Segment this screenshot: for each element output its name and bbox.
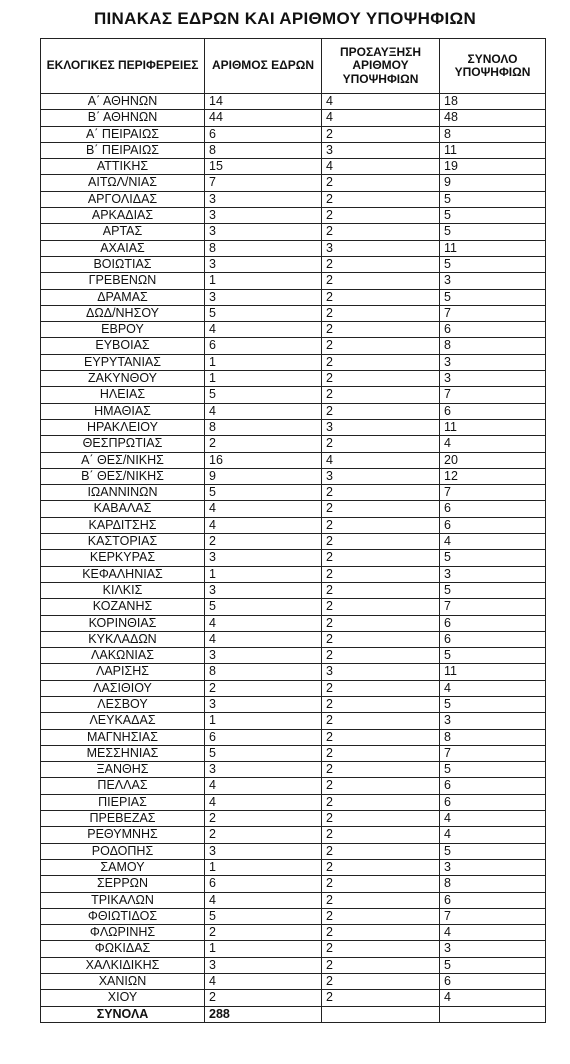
table-row xyxy=(41,94,546,110)
total-cell: 6 xyxy=(440,631,546,647)
header-regions: ΕΚΛΟΓΙΚΕΣ ΠΕΡΙΦΕΡΕΙΕΣ xyxy=(41,39,205,94)
table-row xyxy=(41,485,546,501)
total-cell: 5 xyxy=(440,550,546,566)
table-row xyxy=(41,240,546,256)
table-row xyxy=(41,664,546,680)
increase-cell: 2 xyxy=(322,941,440,957)
increase-cell: 3 xyxy=(322,240,440,256)
region-cell: ΦΛΩΡΙΝΗΣ xyxy=(41,925,205,941)
total-cell: 5 xyxy=(440,648,546,664)
region-cell: ΘΕΣΠΡΩΤΙΑΣ xyxy=(41,436,205,452)
region-cell: ΛΑΚΩΝΙΑΣ xyxy=(41,648,205,664)
table-row xyxy=(41,811,546,827)
region-cell: ΠΙΕΡΙΑΣ xyxy=(41,794,205,810)
region-cell: ΦΘΙΩΤΙΔΟΣ xyxy=(41,908,205,924)
table-row xyxy=(41,452,546,468)
region-cell: ΚΑΒΑΛΑΣ xyxy=(41,501,205,517)
total-cell: 7 xyxy=(440,908,546,924)
seats-cell: 1 xyxy=(205,273,322,289)
table-row xyxy=(41,322,546,338)
seats-cell: 4 xyxy=(205,517,322,533)
increase-cell: 2 xyxy=(322,696,440,712)
region-cell: ΚΕΡΚΥΡΑΣ xyxy=(41,550,205,566)
seats-cell: 2 xyxy=(205,534,322,550)
increase-cell: 4 xyxy=(322,94,440,110)
seats-cell: 1 xyxy=(205,859,322,875)
region-cell: ΑΤΤΙΚΗΣ xyxy=(41,159,205,175)
totals-increase xyxy=(322,1006,440,1022)
region-cell: Α΄ ΑΘΗΝΩΝ xyxy=(41,94,205,110)
seats-cell: 5 xyxy=(205,387,322,403)
region-cell: ΧΑΛΚΙΔΙΚΗΣ xyxy=(41,957,205,973)
region-cell: ΔΩΔ/ΝΗΣΟΥ xyxy=(41,305,205,321)
region-cell: ΦΩΚΙΔΑΣ xyxy=(41,941,205,957)
total-cell: 7 xyxy=(440,599,546,615)
page-title: ΠΙΝΑΚΑΣ ΕΔΡΩΝ ΚΑΙ ΑΡΙΘΜΟΥ ΥΠΟΨΗΦΙΩΝ xyxy=(93,9,477,28)
seats-cell: 2 xyxy=(205,680,322,696)
table-row xyxy=(41,208,546,224)
total-cell: 3 xyxy=(440,566,546,582)
table-body xyxy=(41,94,546,1007)
total-cell: 5 xyxy=(440,224,546,240)
total-cell: 3 xyxy=(440,371,546,387)
increase-cell: 2 xyxy=(322,289,440,305)
total-cell: 3 xyxy=(440,713,546,729)
seats-cell: 4 xyxy=(205,794,322,810)
seats-cell: 4 xyxy=(205,631,322,647)
table-row xyxy=(41,419,546,435)
total-cell: 8 xyxy=(440,338,546,354)
increase-cell: 2 xyxy=(322,631,440,647)
increase-cell: 2 xyxy=(322,191,440,207)
region-cell: ΜΑΓΝΗΣΙΑΣ xyxy=(41,729,205,745)
region-cell: ΒΟΙΩΤΙΑΣ xyxy=(41,256,205,272)
seats-cell: 6 xyxy=(205,876,322,892)
table-row xyxy=(41,126,546,142)
header-seats: ΑΡΙΘΜΟΣ ΕΔΡΩΝ xyxy=(205,39,322,94)
region-cell: ΚΕΦΑΛΗΝΙΑΣ xyxy=(41,566,205,582)
table-row xyxy=(41,876,546,892)
region-cell: ΛΕΣΒΟΥ xyxy=(41,696,205,712)
total-cell: 8 xyxy=(440,126,546,142)
table-row xyxy=(41,354,546,370)
table-row xyxy=(41,745,546,761)
increase-cell: 2 xyxy=(322,680,440,696)
region-cell: ΚΟΖΑΝΗΣ xyxy=(41,599,205,615)
seats-cell: 3 xyxy=(205,648,322,664)
region-cell: ΣΑΜΟΥ xyxy=(41,859,205,875)
increase-cell: 2 xyxy=(322,485,440,501)
table-row xyxy=(41,273,546,289)
table-row xyxy=(41,762,546,778)
seats-cell: 6 xyxy=(205,338,322,354)
increase-cell: 2 xyxy=(322,322,440,338)
total-cell: 4 xyxy=(440,680,546,696)
table-row xyxy=(41,957,546,973)
region-cell: ΗΜΑΘΙΑΣ xyxy=(41,403,205,419)
seats-cell: 5 xyxy=(205,908,322,924)
table-row xyxy=(41,159,546,175)
seats-cell: 16 xyxy=(205,452,322,468)
region-cell: ΕΥΡΥΤΑΝΙΑΣ xyxy=(41,354,205,370)
seats-cell: 3 xyxy=(205,696,322,712)
total-cell: 5 xyxy=(440,191,546,207)
increase-cell: 2 xyxy=(322,990,440,1006)
region-cell: ΑΧΑΙΑΣ xyxy=(41,240,205,256)
increase-cell: 2 xyxy=(322,843,440,859)
increase-cell: 3 xyxy=(322,419,440,435)
increase-cell: 3 xyxy=(322,468,440,484)
table-row xyxy=(41,256,546,272)
table-row xyxy=(41,305,546,321)
seats-cell: 4 xyxy=(205,892,322,908)
seats-cell: 3 xyxy=(205,762,322,778)
seats-cell: 4 xyxy=(205,615,322,631)
total-cell: 3 xyxy=(440,859,546,875)
total-cell: 3 xyxy=(440,354,546,370)
region-cell: ΚΑΣΤΟΡΙΑΣ xyxy=(41,534,205,550)
total-cell: 6 xyxy=(440,403,546,419)
increase-cell: 2 xyxy=(322,256,440,272)
region-cell: ΑΙΤΩΛ/ΝΙΑΣ xyxy=(41,175,205,191)
total-cell: 11 xyxy=(440,142,546,158)
table-row xyxy=(41,729,546,745)
table-row xyxy=(41,289,546,305)
region-cell: ΤΡΙΚΑΛΩΝ xyxy=(41,892,205,908)
seats-cell: 14 xyxy=(205,94,322,110)
table-row xyxy=(41,794,546,810)
total-cell: 7 xyxy=(440,745,546,761)
totals-row xyxy=(41,1006,546,1022)
total-cell: 6 xyxy=(440,778,546,794)
increase-cell: 2 xyxy=(322,224,440,240)
seats-cell: 5 xyxy=(205,745,322,761)
total-cell: 19 xyxy=(440,159,546,175)
region-cell: ΚΑΡΔΙΤΣΗΣ xyxy=(41,517,205,533)
seats-cell: 9 xyxy=(205,468,322,484)
region-cell: ΛΑΣΙΘΙΟΥ xyxy=(41,680,205,696)
seats-cell: 1 xyxy=(205,566,322,582)
total-cell: 5 xyxy=(440,843,546,859)
seats-cell: 8 xyxy=(205,664,322,680)
table-row xyxy=(41,908,546,924)
total-cell: 12 xyxy=(440,468,546,484)
region-cell: Α΄ ΠΕΙΡΑΙΩΣ xyxy=(41,126,205,142)
seats-cell: 3 xyxy=(205,224,322,240)
increase-cell: 4 xyxy=(322,110,440,126)
increase-cell: 2 xyxy=(322,371,440,387)
increase-cell: 2 xyxy=(322,762,440,778)
increase-cell: 2 xyxy=(322,534,440,550)
table-row xyxy=(41,892,546,908)
total-cell: 5 xyxy=(440,256,546,272)
total-cell: 5 xyxy=(440,208,546,224)
seats-cell: 2 xyxy=(205,811,322,827)
total-cell: 4 xyxy=(440,990,546,1006)
increase-cell: 2 xyxy=(322,566,440,582)
table-row xyxy=(41,615,546,631)
seats-cell: 3 xyxy=(205,191,322,207)
seats-cell: 2 xyxy=(205,436,322,452)
table-row xyxy=(41,534,546,550)
seats-cell: 1 xyxy=(205,941,322,957)
increase-cell: 2 xyxy=(322,974,440,990)
total-cell: 7 xyxy=(440,387,546,403)
region-cell: ΓΡΕΒΕΝΩΝ xyxy=(41,273,205,289)
total-cell: 11 xyxy=(440,664,546,680)
increase-cell: 2 xyxy=(322,713,440,729)
seats-cell: 8 xyxy=(205,419,322,435)
seats-cell: 1 xyxy=(205,354,322,370)
region-cell: ΠΡΕΒΕΖΑΣ xyxy=(41,811,205,827)
table-row xyxy=(41,501,546,517)
total-cell: 9 xyxy=(440,175,546,191)
region-cell: ΛΕΥΚΑΔΑΣ xyxy=(41,713,205,729)
increase-cell: 4 xyxy=(322,159,440,175)
region-cell: ΚΙΛΚΙΣ xyxy=(41,582,205,598)
seats-cell: 4 xyxy=(205,322,322,338)
total-cell: 6 xyxy=(440,892,546,908)
region-cell: ΑΡΚΑΔΙΑΣ xyxy=(41,208,205,224)
seats-cell: 3 xyxy=(205,208,322,224)
region-cell: Β΄ ΘΕΣ/ΝΙΚΗΣ xyxy=(41,468,205,484)
region-cell: ΑΡΓΟΛΙΔΑΣ xyxy=(41,191,205,207)
seats-cell: 5 xyxy=(205,599,322,615)
total-cell: 4 xyxy=(440,811,546,827)
table-row xyxy=(41,371,546,387)
total-cell: 3 xyxy=(440,941,546,957)
increase-cell: 2 xyxy=(322,436,440,452)
region-cell: Β΄ ΑΘΗΝΩΝ xyxy=(41,110,205,126)
seats-cell: 5 xyxy=(205,305,322,321)
seats-cell: 4 xyxy=(205,403,322,419)
seats-cell: 5 xyxy=(205,485,322,501)
seats-cell: 15 xyxy=(205,159,322,175)
table-row xyxy=(41,696,546,712)
table-row xyxy=(41,843,546,859)
total-cell: 7 xyxy=(440,485,546,501)
table-row xyxy=(41,387,546,403)
seats-cell: 4 xyxy=(205,974,322,990)
seats-cell: 44 xyxy=(205,110,322,126)
total-cell: 4 xyxy=(440,925,546,941)
region-cell: ΑΡΤΑΣ xyxy=(41,224,205,240)
increase-cell: 2 xyxy=(322,550,440,566)
table-header-row xyxy=(41,39,546,94)
table-row xyxy=(41,827,546,843)
table-row xyxy=(41,778,546,794)
region-cell: Β΄ ΠΕΙΡΑΙΩΣ xyxy=(41,142,205,158)
header-total-candidates: ΣΥΝΟΛΟ ΥΠΟΨΗΦΙΩΝ xyxy=(440,39,546,94)
total-cell: 5 xyxy=(440,696,546,712)
increase-cell: 2 xyxy=(322,126,440,142)
table-row xyxy=(41,566,546,582)
table-row xyxy=(41,599,546,615)
table-row xyxy=(41,648,546,664)
increase-cell: 2 xyxy=(322,175,440,191)
region-cell: Α΄ ΘΕΣ/ΝΙΚΗΣ xyxy=(41,452,205,468)
total-cell: 5 xyxy=(440,762,546,778)
increase-cell: 2 xyxy=(322,876,440,892)
increase-cell: 2 xyxy=(322,892,440,908)
seats-cell: 2 xyxy=(205,925,322,941)
seats-cell: 8 xyxy=(205,142,322,158)
increase-cell: 2 xyxy=(322,745,440,761)
increase-cell: 2 xyxy=(322,582,440,598)
increase-cell: 2 xyxy=(322,517,440,533)
increase-cell: 2 xyxy=(322,827,440,843)
table-row xyxy=(41,550,546,566)
total-cell: 11 xyxy=(440,419,546,435)
increase-cell: 2 xyxy=(322,648,440,664)
seats-cell: 3 xyxy=(205,289,322,305)
table-row xyxy=(41,142,546,158)
total-cell: 4 xyxy=(440,534,546,550)
region-cell: ΕΥΒΟΙΑΣ xyxy=(41,338,205,354)
increase-cell: 2 xyxy=(322,811,440,827)
seats-cell: 4 xyxy=(205,778,322,794)
table-row xyxy=(41,713,546,729)
table-row xyxy=(41,974,546,990)
increase-cell: 2 xyxy=(322,599,440,615)
total-cell: 4 xyxy=(440,436,546,452)
region-cell: ΚΥΚΛΑΔΩΝ xyxy=(41,631,205,647)
total-cell: 7 xyxy=(440,305,546,321)
table-row xyxy=(41,175,546,191)
region-cell: ΖΑΚΥΝΘΟΥ xyxy=(41,371,205,387)
increase-cell: 2 xyxy=(322,957,440,973)
seats-cell: 8 xyxy=(205,240,322,256)
region-cell: ΞΑΝΘΗΣ xyxy=(41,762,205,778)
region-cell: ΧΙΟΥ xyxy=(41,990,205,1006)
seats-cell: 3 xyxy=(205,550,322,566)
increase-cell: 2 xyxy=(322,908,440,924)
seats-cell: 2 xyxy=(205,990,322,1006)
region-cell: ΡΟΔΟΠΗΣ xyxy=(41,843,205,859)
region-cell: ΗΡΑΚΛΕΙΟΥ xyxy=(41,419,205,435)
table-row xyxy=(41,680,546,696)
total-cell: 18 xyxy=(440,94,546,110)
increase-cell: 2 xyxy=(322,354,440,370)
seats-cell: 4 xyxy=(205,501,322,517)
total-cell: 8 xyxy=(440,876,546,892)
table-row xyxy=(41,631,546,647)
increase-cell: 2 xyxy=(322,501,440,517)
increase-cell: 3 xyxy=(322,142,440,158)
increase-cell: 2 xyxy=(322,615,440,631)
region-cell: ΠΕΛΛΑΣ xyxy=(41,778,205,794)
total-cell: 3 xyxy=(440,273,546,289)
table-row xyxy=(41,224,546,240)
seats-cell: 3 xyxy=(205,957,322,973)
region-cell: ΛΑΡΙΣΗΣ xyxy=(41,664,205,680)
increase-cell: 2 xyxy=(322,778,440,794)
seats-cell: 3 xyxy=(205,582,322,598)
increase-cell: 2 xyxy=(322,859,440,875)
increase-cell: 2 xyxy=(322,338,440,354)
total-cell: 6 xyxy=(440,322,546,338)
totals-candidates xyxy=(440,1006,546,1022)
table-row xyxy=(41,191,546,207)
region-cell: ΜΕΣΣΗΝΙΑΣ xyxy=(41,745,205,761)
total-cell: 6 xyxy=(440,615,546,631)
table-row xyxy=(41,582,546,598)
total-cell: 6 xyxy=(440,501,546,517)
totals-seats: 288 xyxy=(205,1006,322,1022)
table-row xyxy=(41,338,546,354)
table-row xyxy=(41,925,546,941)
total-cell: 5 xyxy=(440,582,546,598)
table-row xyxy=(41,436,546,452)
table-row xyxy=(41,403,546,419)
increase-cell: 2 xyxy=(322,305,440,321)
increase-cell: 2 xyxy=(322,794,440,810)
total-cell: 6 xyxy=(440,517,546,533)
region-cell: ΣΕΡΡΩΝ xyxy=(41,876,205,892)
total-cell: 4 xyxy=(440,827,546,843)
total-cell: 8 xyxy=(440,729,546,745)
increase-cell: 2 xyxy=(322,403,440,419)
seats-cell: 7 xyxy=(205,175,322,191)
increase-cell: 4 xyxy=(322,452,440,468)
table-row xyxy=(41,859,546,875)
table-row xyxy=(41,110,546,126)
region-cell: ΚΟΡΙΝΘΙΑΣ xyxy=(41,615,205,631)
region-cell: ΔΡΑΜΑΣ xyxy=(41,289,205,305)
total-cell: 11 xyxy=(440,240,546,256)
seats-cell: 6 xyxy=(205,729,322,745)
seats-cell: 3 xyxy=(205,843,322,859)
total-cell: 20 xyxy=(440,452,546,468)
seats-cell: 3 xyxy=(205,256,322,272)
increase-cell: 3 xyxy=(322,664,440,680)
table-row xyxy=(41,990,546,1006)
increase-cell: 2 xyxy=(322,208,440,224)
seats-cell: 6 xyxy=(205,126,322,142)
seats-candidates-table xyxy=(40,38,546,1023)
increase-cell: 2 xyxy=(322,273,440,289)
total-cell: 6 xyxy=(440,794,546,810)
table-row xyxy=(41,468,546,484)
region-cell: ΗΛΕΙΑΣ xyxy=(41,387,205,403)
increase-cell: 2 xyxy=(322,387,440,403)
total-cell: 48 xyxy=(440,110,546,126)
table-row xyxy=(41,517,546,533)
seats-cell: 2 xyxy=(205,827,322,843)
total-cell: 6 xyxy=(440,974,546,990)
region-cell: ΡΕΘΥΜΝΗΣ xyxy=(41,827,205,843)
seats-cell: 1 xyxy=(205,713,322,729)
table-row xyxy=(41,941,546,957)
increase-cell: 2 xyxy=(322,729,440,745)
increase-cell: 2 xyxy=(322,925,440,941)
total-cell: 5 xyxy=(440,957,546,973)
total-cell: 5 xyxy=(440,289,546,305)
region-cell: ΕΒΡΟΥ xyxy=(41,322,205,338)
seats-cell: 1 xyxy=(205,371,322,387)
region-cell: ΙΩΑΝΝΙΝΩΝ xyxy=(41,485,205,501)
header-candidate-increase: ΠΡΟΣΑΥΞΗΣΗ ΑΡΙΘΜΟΥ ΥΠΟΨΗΦΙΩΝ xyxy=(322,39,440,94)
region-cell: ΧΑΝΙΩΝ xyxy=(41,974,205,990)
totals-label: ΣΥΝΟΛΑ xyxy=(41,1006,205,1022)
